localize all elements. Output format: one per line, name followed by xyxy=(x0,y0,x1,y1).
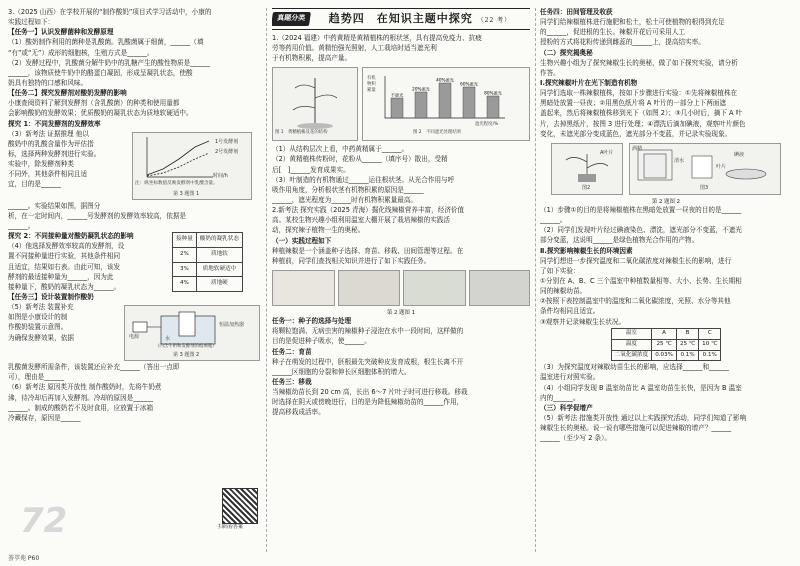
text-line: ______，遮光程度为______时有机物积累量最高。 xyxy=(272,195,418,204)
text-line: 任务三：移栽 xyxy=(272,377,312,386)
text-line: 后[ ]______发育成果实。 xyxy=(272,165,350,174)
text-line: 生物兴趣小组为了探究辣椒生长的奥秘，做了如下探究实验，请分析 xyxy=(540,58,738,67)
question-3-intro xyxy=(8,8,262,129)
bar-label: 20%遮光 xyxy=(412,86,430,92)
table-cell: 温度 xyxy=(611,340,652,351)
column-divider xyxy=(266,8,267,552)
q2-task4-and-experiments xyxy=(540,8,792,139)
table-header: B xyxy=(676,329,698,340)
section-badge: 真题分类 xyxy=(272,12,311,26)
qr-code-icon[interactable] xyxy=(222,488,258,524)
text-line: 目的是促进种子吸水，使______。 xyxy=(272,337,371,346)
text-line: （6）新考法 原因类开放性 制作酸奶时，先将牛奶煮 xyxy=(8,383,162,392)
text-line: 奶具有独特的口感和风味。 xyxy=(8,78,88,87)
huangjing-plant-figure xyxy=(272,67,358,141)
photos-caption: 第 2 题图 1 xyxy=(386,309,416,316)
text-line: （3）叶制造的有机物通过______运往根状茎。从光合作用与呼 xyxy=(272,175,455,184)
text-line: 宜，目的是______ xyxy=(8,180,61,189)
text-line: 温室进行对照实验。 xyxy=(540,373,600,382)
q3-part5-row xyxy=(8,303,262,363)
column-divider xyxy=(535,8,536,552)
q3-task3-heading xyxy=(8,293,262,302)
text-line: 作答。 xyxy=(540,68,560,77)
q2-tasks xyxy=(272,317,530,417)
middle-column xyxy=(272,8,530,552)
text-line: 任务一：种子的选择与处理 xyxy=(272,317,352,326)
text-line: 2.新考法 探究实践（2025 青海）掘化线辣椒营养丰富，经济价值 xyxy=(272,206,465,215)
text-line: 的______，促进根的生长。辣椒开花后可采用人工 xyxy=(540,28,686,37)
text-line: （5）新考法 装置补充 xyxy=(8,303,74,312)
text-line: Ⅱ.探究影响辣椒生长的环境因素 xyxy=(540,246,633,255)
text-line: 盖起来，然后将辣椒植株移到光下（如图 2）；③几小时后，摘下 A 叶 xyxy=(540,109,743,118)
bar-label: 80%遮光 xyxy=(484,90,502,96)
inoculation-table xyxy=(172,232,243,292)
page-number: 72 xyxy=(20,500,68,541)
text-line: 【任务一】认识发酵菌种和发酵原理 xyxy=(8,28,114,37)
text-line: 如图是小康设计的制 xyxy=(8,313,68,322)
table-header: 温室 xyxy=(611,329,652,340)
lactic-acid-line-chart xyxy=(132,132,252,200)
bar xyxy=(415,92,427,118)
text-line: 探究 1：不同发酵剂的发酵效率 xyxy=(8,119,101,128)
left-column xyxy=(8,8,262,552)
text-line: ②按照下表控制温室中的温度和二氧化碳浓度，光照、水分等其他 xyxy=(540,297,731,306)
text-line: 变化，未遮光部分变成蓝色，遮光部分不变蓝，并记录实验现象。 xyxy=(540,129,732,138)
text-line: 了如下实验： xyxy=(540,266,580,275)
table-cell: 2% xyxy=(173,247,197,262)
text-line: （4）小组同学发现 B 温室幼苗比 A 温室幼苗生长快，是因为 B 温室 xyxy=(540,383,742,392)
text-line: 于有机物积累，提高产量。 xyxy=(272,54,352,63)
table-cell: 0.1% xyxy=(699,350,721,361)
device-caption: 第 3 题图 2 xyxy=(173,352,200,359)
device-label: 电源 xyxy=(129,334,140,341)
text-line: 析，在一定时间内，______号发酵剂的发酵效率较高，依据是 xyxy=(8,211,187,220)
text-line: ①分别在 A、B、C 三个温室中种植数量相等、大小、长势、生长期相 xyxy=(540,276,742,285)
text-line: （5）新考法 措施类开放性 通过以上实践探究活动，同学们知道了影响 xyxy=(540,413,747,422)
series-1-line xyxy=(147,141,209,175)
table-cell: 二氧化碳浓度 xyxy=(611,350,652,361)
text-line: 标，选择两种发酵剂进行实验。 xyxy=(8,149,101,158)
table-row xyxy=(611,350,721,361)
text-line: 冷藏保存，原因是______ xyxy=(8,413,81,422)
x-axis-label: 时间/h xyxy=(213,172,228,179)
text-line: 授粉的方式将花粉传递到雌蕊的______上，提高结实率。 xyxy=(540,38,705,47)
bar xyxy=(391,98,403,118)
text-line: 酵剂的最适接种量为______，因为此 xyxy=(8,272,114,281)
q1-questions-and-q2-intro xyxy=(272,145,530,266)
text-line: 将颗粒饱满、无病虫害的辣椒种子浸泡在水中一段时间，这样做的 xyxy=(272,327,464,336)
chart-note: 注：纵坐标数值反映发酵剂中乳酸含量。 xyxy=(135,180,218,186)
text-line: 高。某校生物兴趣小组利用温室大棚开展了栽培辣椒的实践活 xyxy=(272,216,451,225)
text-line: Ⅰ.探究辣椒叶片在光下制造有机物 xyxy=(540,78,638,87)
text-line: 劳等药用价值。黄精怕强光照射，人工栽培时适当遮光利 xyxy=(272,44,437,53)
text-line: 黑暗处放置一昼夜；②用黑色纸片将 A 叶片的一部分上下两面遮 xyxy=(540,99,727,108)
text-line: 酸奶中的乳酸含量作为评估指 xyxy=(8,139,94,148)
table-row xyxy=(173,247,243,262)
text-line: 置不同接种量进行实验，其他条件相同 xyxy=(8,252,121,261)
text-line: 同学们选取一株辣椒植株，按如下步骤进行实验：①先将辣椒植株在 xyxy=(540,89,738,98)
text-line: 且适宜，结果如右表。由此可知，该发 xyxy=(8,262,121,271)
text-line: 种子在萌发的过程中，胚根最先突破种皮发育成根，根生长离不开 xyxy=(272,357,464,366)
x-axis-label: 遮光程度/% xyxy=(475,122,499,128)
q1-figures xyxy=(272,65,530,143)
bar-label: 40%遮光 xyxy=(436,77,454,83)
text-line: （3）为探究温度对辣椒幼苗生长的影响，应选择______和______ xyxy=(540,363,729,372)
bar xyxy=(463,87,475,118)
trend-title-text: 趋势四 在知识主题中探究 xyxy=(328,11,473,25)
bar-label: 60%遮光 xyxy=(460,81,478,87)
q2-experiment-figures xyxy=(540,141,792,197)
table-header: 接种量 xyxy=(173,233,197,248)
q3-part4-row xyxy=(8,232,262,293)
text-line: 种植前，同学们查找相关知识并进行了如下实践任务。 xyxy=(272,256,431,265)
qr-label: 扫码看答案 xyxy=(218,524,244,530)
text-line: 内的______。 xyxy=(540,393,580,402)
table-row xyxy=(173,277,243,292)
plant-svg xyxy=(273,68,357,130)
text-line: 1.（2024 福建）中药黄精是黄精植株的根状茎，具有提高免疫力、抗疲 xyxy=(272,34,482,42)
table-row xyxy=(611,340,721,351)
text-line: 条件均相同且适宜。 xyxy=(540,307,600,316)
text-line: 探究 2：不同接种量对酸奶凝乳状态的影响 xyxy=(8,232,134,241)
text-line: 【任务二】探究发酵剂对酸奶发酵的影响 xyxy=(8,89,127,98)
text-line: 种植辣椒是一个涵盖种子选择、育苗、移栽、田间管理等过程。在 xyxy=(272,246,464,255)
text-line: （一）实践过程如下 xyxy=(272,236,332,245)
table-cell: 4% xyxy=(173,277,197,292)
table-row xyxy=(173,262,243,277)
trend-count: （22 考） xyxy=(477,16,512,24)
q3-part6-text xyxy=(8,363,262,423)
table-cell: 0.1% xyxy=(676,350,698,361)
text-line: 提高移栽成活率。 xyxy=(272,408,325,417)
text-line: 可），理由是______ xyxy=(8,373,65,382)
chart-caption: 第 3 题图 1 xyxy=(173,190,200,197)
text-line: ______。制成的酸奶若不及时食用，应放置于冰箱 xyxy=(8,403,154,412)
table-header: A xyxy=(652,329,677,340)
bar xyxy=(487,96,499,118)
question-1-intro xyxy=(272,34,530,63)
yogurt-device-figure xyxy=(124,305,260,361)
q3-part3-text xyxy=(8,130,128,202)
fig-caption: 第 2 题图 2 xyxy=(651,198,681,205)
text-line: 当辣椒幼苗长到 20 cm 高，长出 6～7 片叶子时可进行移栽。移栽 xyxy=(272,388,468,397)
text-line: （2）黄精植株传粉时，花粉从______（填序号）散出，受精 xyxy=(272,155,448,164)
bar-chart-caption: 图 2 不同遮光处理结果 xyxy=(413,130,462,136)
table-cell: 25 ℃ xyxy=(652,340,677,351)
text-line: ______区细胞的分裂和伸长区细胞体积的增大。 xyxy=(272,367,411,376)
table-cell: 质地软硬适中 xyxy=(196,262,242,277)
text-line: 小康查阅资料了解到发酵剂（含乳酸菌）的种类和使用量都 xyxy=(8,99,180,108)
bar xyxy=(439,83,451,118)
figure-3-process xyxy=(629,143,781,195)
legend-series-2: 2号发酵剂 xyxy=(215,148,239,155)
fig3-label: 酒精 xyxy=(632,145,643,152)
table-cell: 25 ℃ xyxy=(676,340,698,351)
text-line: “有”或“无”）成形的细胞核，生殖方式是______。 xyxy=(8,48,154,57)
text-line: 同的辣椒幼苗。 xyxy=(540,287,587,296)
device-label: 水 xyxy=(165,336,171,343)
text-line: 为确保发酵效果，依据 xyxy=(8,333,74,342)
text-line: （1）步骤①的目的是将辣椒植株在黑暗处放置一昼夜的目的是______ xyxy=(540,205,742,214)
text-line: 3.（2025 山西）在学校开展的“制作酸奶”项目式学习活动中，小康的 xyxy=(8,8,212,16)
text-line: ______。实验结果如图，据图分 xyxy=(8,201,101,210)
bar-label: 不遮光 xyxy=(390,92,404,98)
text-line: 同学们想进一步探究温度和二氧化碳浓度对辣椒生长的影响，进行 xyxy=(540,256,732,265)
table-cell: 质地硬 xyxy=(196,277,242,292)
text-line: 沸，待冷却后再加入发酵剂。冷却的原因是______ xyxy=(8,393,154,402)
fig2-caption: 图2 xyxy=(582,184,591,191)
device-label: （内含牛奶和发酵剂的玻璃瓶） xyxy=(155,344,217,350)
text-line: ③观察并记录辣椒生长状况。 xyxy=(540,317,626,326)
q3-part5-text xyxy=(8,303,120,363)
q2-photos xyxy=(272,268,530,308)
photo-seeds xyxy=(272,270,335,306)
text-line: 不同外，其他条件相同且适 xyxy=(8,170,88,179)
bar-chart-svg xyxy=(363,68,529,130)
text-line: ______（至少写 2 条）。 xyxy=(540,434,612,443)
q3-part3-row xyxy=(8,130,262,202)
q3-part3-conclusion xyxy=(8,202,262,231)
q2-questions xyxy=(540,206,792,327)
fig2-label: A叶片 xyxy=(600,149,614,156)
table-cell: 10 ℃ xyxy=(699,340,721,351)
page-footer: 荟萃苑 P60 xyxy=(8,554,40,562)
text-line: 实践过程如下： xyxy=(8,18,55,27)
q2-final-questions xyxy=(540,363,792,443)
fig3-caption: 图3 xyxy=(700,184,709,191)
legend-series-1: 1号发酵剂 xyxy=(215,138,239,145)
text-line: 作酸奶装置示意图。 xyxy=(8,323,68,332)
trend-title xyxy=(310,12,530,27)
photo-field xyxy=(403,270,466,306)
text-line: ______。 xyxy=(540,216,567,225)
text-line: 吸作用角度，分析根状茎有机物积累的原因是______ xyxy=(272,185,424,194)
photo-seedlings xyxy=(338,270,401,306)
fig3-label: 碘液 xyxy=(734,151,745,158)
y-axis-label: 有机物积累量 xyxy=(367,76,376,94)
text-line: （1）从结构层次上看，中药黄精属于______。 xyxy=(272,145,409,154)
text-line: （三）科学促增产 xyxy=(540,403,593,412)
text-line: 时选择在阴天或傍晚进行，目的是为降低辣椒幼苗的______作用， xyxy=(272,398,464,407)
fig3-label: 叶片 xyxy=(716,163,727,170)
text-line: 乳酸菌发酵所需条件，该装置还应补充______（答出一点即 xyxy=(8,363,180,372)
text-line: 同学们给辣椒植株进行施肥和松土，松土可使植物的根得到充足 xyxy=(540,18,725,27)
device-label: 恒温加热器 xyxy=(219,322,245,329)
table-cell: 质地软 xyxy=(196,247,242,262)
text-line: ______，该物质使牛奶中的酪蛋白凝固，形成呈凝乳状态，使酸 xyxy=(8,68,193,77)
series-2-line xyxy=(147,153,209,176)
fig3-svg xyxy=(630,144,780,184)
q3-part4-text xyxy=(8,232,168,293)
text-line: 片，去掉黑纸片，按图 3 进行处理；④漂洗后滴加碘液，观察叶片颜色 xyxy=(540,119,746,128)
text-line: ______。 xyxy=(8,221,35,230)
text-line: 会影响酸奶的发酵效果；优质酸奶的凝乳状态为质地软硬适中。 xyxy=(8,109,193,118)
trend-heading xyxy=(272,8,530,30)
text-line: 辣椒生长的奥秘。说一说有哪些措施可以促进辣椒的增产？______ xyxy=(540,424,732,433)
text-line: 任务四：田间管理及收获 xyxy=(540,8,613,16)
text-line: （3）新考法 证据推理 他以 xyxy=(8,129,89,138)
table-header: C xyxy=(699,329,721,340)
right-column xyxy=(540,8,792,552)
text-line: （2）同学们发现叶片经过碘液染色、漂洗，遮光部分不变蓝，不遮光 xyxy=(540,226,743,235)
text-line: 【任务三】设计装置制作酸奶 xyxy=(8,292,94,301)
text-line: 部分变蓝，这说明______是绿色植物光合作用的产物。 xyxy=(540,236,699,245)
figure-2-plant xyxy=(551,143,623,195)
shading-bar-chart xyxy=(362,67,530,141)
plant-caption: 图 1 黄精植株及花的结构 xyxy=(275,130,328,136)
photo-plant xyxy=(469,270,530,306)
fig3-label: 清水 xyxy=(674,157,685,164)
text-line: （1）酸奶制作利用的菌种是乳酸菌。乳酸菌属于细菌，______（填 xyxy=(8,38,204,47)
text-line: （2）发酵过程中，乳酸菌分解牛奶中的乳糖产生的酸性物质是______ xyxy=(8,58,211,67)
text-line: （4）他选择发酵效率较高的发酵剂，设 xyxy=(8,242,125,251)
text-line: 实验中，除发酵剂种类 xyxy=(8,160,74,169)
text-line: （二）探究揭奥秘 xyxy=(540,48,593,57)
table-cell: 0.03% xyxy=(652,350,677,361)
text-line: 任务二：育苗 xyxy=(272,347,312,356)
text-line: 动，探究辣子植物一生的奥秘。 xyxy=(272,226,365,235)
greenhouse-table xyxy=(611,328,722,361)
table-cell: 3% xyxy=(173,262,197,277)
text-line: 接种量下，酸奶的凝乳状态为______。 xyxy=(8,282,121,291)
table-header: 酸奶的凝乳状态 xyxy=(196,233,242,248)
